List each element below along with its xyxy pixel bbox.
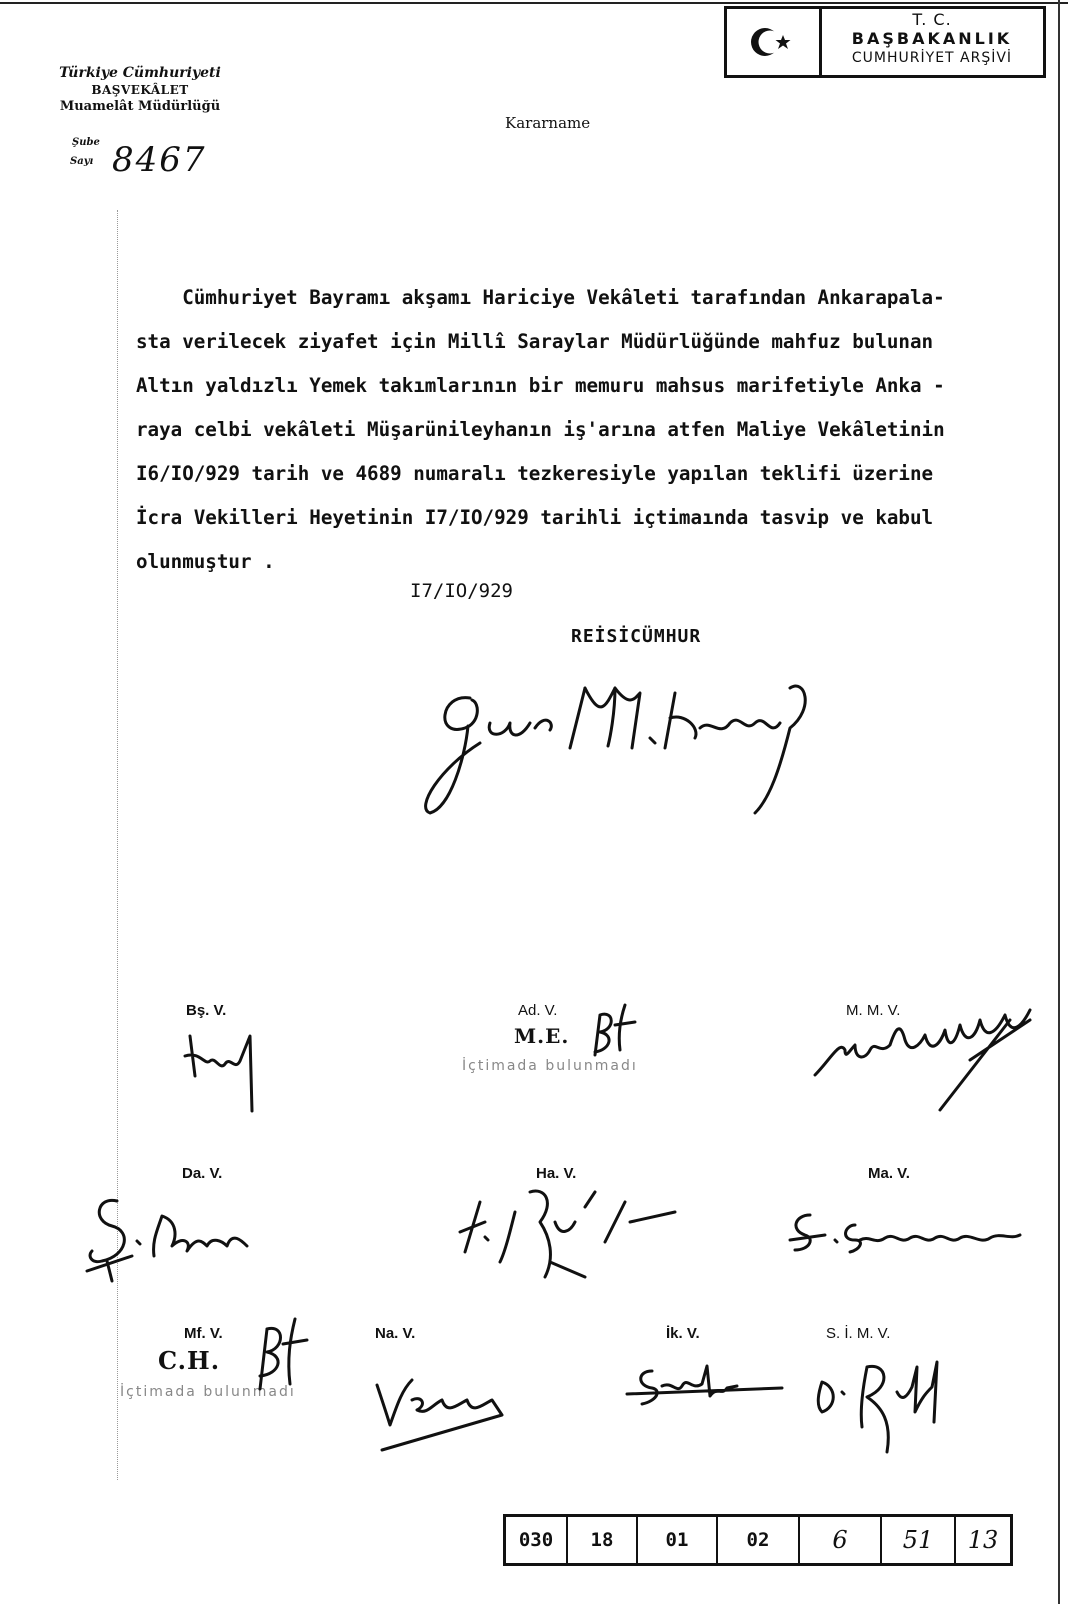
signature-da [82,1186,262,1286]
reference-code: 18 [568,1517,638,1563]
document-number: 8467 [112,140,207,180]
crescent-star-icon [727,9,822,75]
minister-label-ad: Ad. V. [518,1002,558,1019]
body-line: Cümhuriyet Bayramı akşamı Hariciye Vekâleti tarafından Ankarapala- [136,286,945,309]
minister-initials-ad: M.E. [514,1024,570,1048]
signature-sim [812,1352,952,1462]
body-line: İcra Vekilleri Heyetinin I7/IO/929 tarihli içtimaında tasvip ve kabul [136,506,934,529]
signature-ik [622,1356,782,1416]
signature-mf [255,1314,315,1394]
archive-stamp-text [822,11,1042,67]
body-line: raya celbi vekâleti Müşarünileyhanın iş'arına atfen Maliye Vekâletinin [136,418,945,441]
minister-label-mm: M. M. V. [846,1002,901,1019]
minister-label-da: Da. V. [182,1165,223,1182]
minister-label-ma: Ma. V. [868,1165,910,1182]
signature-mm [810,1000,1040,1115]
reference-code: 02 [718,1517,800,1563]
body-line: I6/IO/929 tarih ve 4689 numaralı tezkeresiyle yapılan teklifi üzerine [136,462,934,485]
archive-line: BAŞBAKANLIK [851,29,1013,48]
sube-label: Şube [72,137,100,148]
minister-initials-mf: C.H. [158,1346,221,1375]
reference-code: 030 [506,1517,568,1563]
archive-stamp [724,6,1046,78]
archive-line: T. C. [912,10,952,29]
margin-line [117,210,118,1480]
reference-code: 51 [882,1517,956,1563]
archive-reference-box [503,1514,1013,1566]
archive-line: CUMHURİYET ARŞİVİ [851,50,1013,66]
letterhead-department: Muamelât Müdürlüğü [59,99,221,114]
reference-code: 01 [638,1517,718,1563]
letterhead-country: Türkiye Cümhuriyeti [59,65,221,81]
signature-bs [180,1026,270,1116]
signature-ha [455,1182,695,1292]
letterhead-office: BAŞVEKÂLET [91,83,189,97]
body-line: olunmuştur . [136,550,275,573]
decree-date: I7/IO/929 [410,580,513,602]
signature-na [372,1370,532,1460]
body-line: sta verilecek ziyafet için Millî Saraylar Müdürlüğünde mahfuz bulunan [136,330,934,353]
page-edge [0,2,1068,4]
sayi-label: Sayı [70,156,94,167]
signature-ad [590,1000,650,1060]
reference-code: 6 [800,1517,882,1563]
president-title: REİSİCÜMHUR [571,626,702,647]
reference-code: 13 [967,1526,999,1554]
page-edge [1058,0,1060,1604]
letterhead [40,64,240,115]
president-signature [410,668,830,818]
minister-label-na: Na. V. [375,1325,416,1342]
decree-body [136,276,1056,584]
absent-stamp-mf: İçtimada bulunmadı [120,1384,296,1400]
minister-label-ik: İk. V. [666,1325,700,1342]
document-type: Kararname [505,114,591,132]
minister-label-ha: Ha. V. [536,1165,577,1182]
minister-label-bs: Bş. V. [186,1002,227,1019]
minister-label-mf: Mf. V. [184,1325,223,1342]
minister-label-sim: S. İ. M. V. [826,1325,891,1342]
absent-stamp-ad: İçtimada bulunmadı [462,1058,638,1074]
signature-ma [785,1210,1025,1260]
body-line: Altın yaldızlı Yemek takımlarının bir memuru mahsus marifetiyle Anka - [136,374,945,397]
